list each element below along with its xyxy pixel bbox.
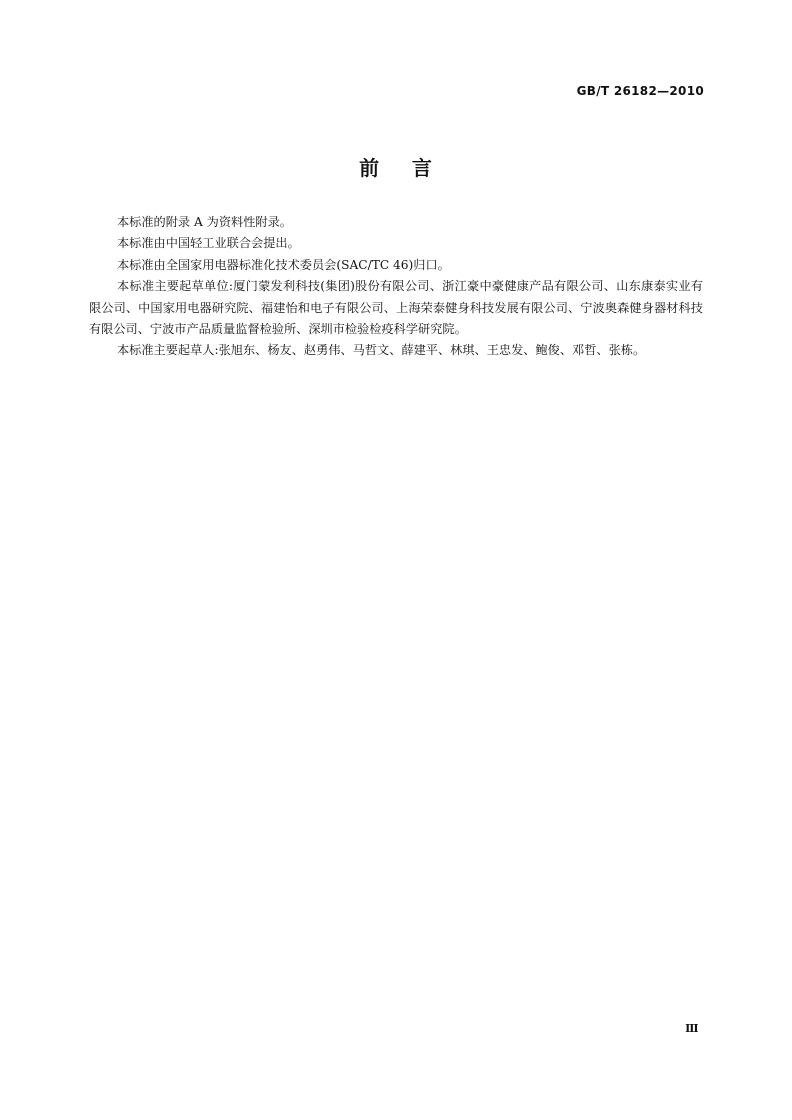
page-number: Ⅲ [685, 1022, 698, 1035]
page-title: 前 言 [359, 156, 433, 180]
paragraph-appendix: 本标准的附录 A 为资料性附录。 [117, 215, 292, 229]
foreword-body [89, 212, 703, 362]
paragraph-drafters: 本标准主要起草人:张旭东、杨友、赵勇伟、马哲文、薛建平、林琪、王忠发、鲍俊、邓哲、张栋。 [117, 343, 646, 358]
paragraph-committee: 本标准由全国家用电器标准化技术委员会(SAC/TC 46)归口。 [117, 257, 450, 272]
paragraph-proposer: 本标准由中国轻工业联合会提出。 [117, 236, 300, 251]
standard-code: GB/T 26182—2010 [576, 84, 704, 98]
paragraph-drafting-units: 本标准主要起草单位:厦门蒙发利科技(集团)股份有限公司、浙江豪中豪健康产品有限公司、山东康泰实业有限公司、中国家用电器研究院、福建怡和电子有限公司、上海荣泰健身科技发展有限公司、宁波奥森健身器材科技有限公司、宁波市产品质量监督检验所、深圳市检验检疫科学研究院。 [89, 279, 703, 337]
